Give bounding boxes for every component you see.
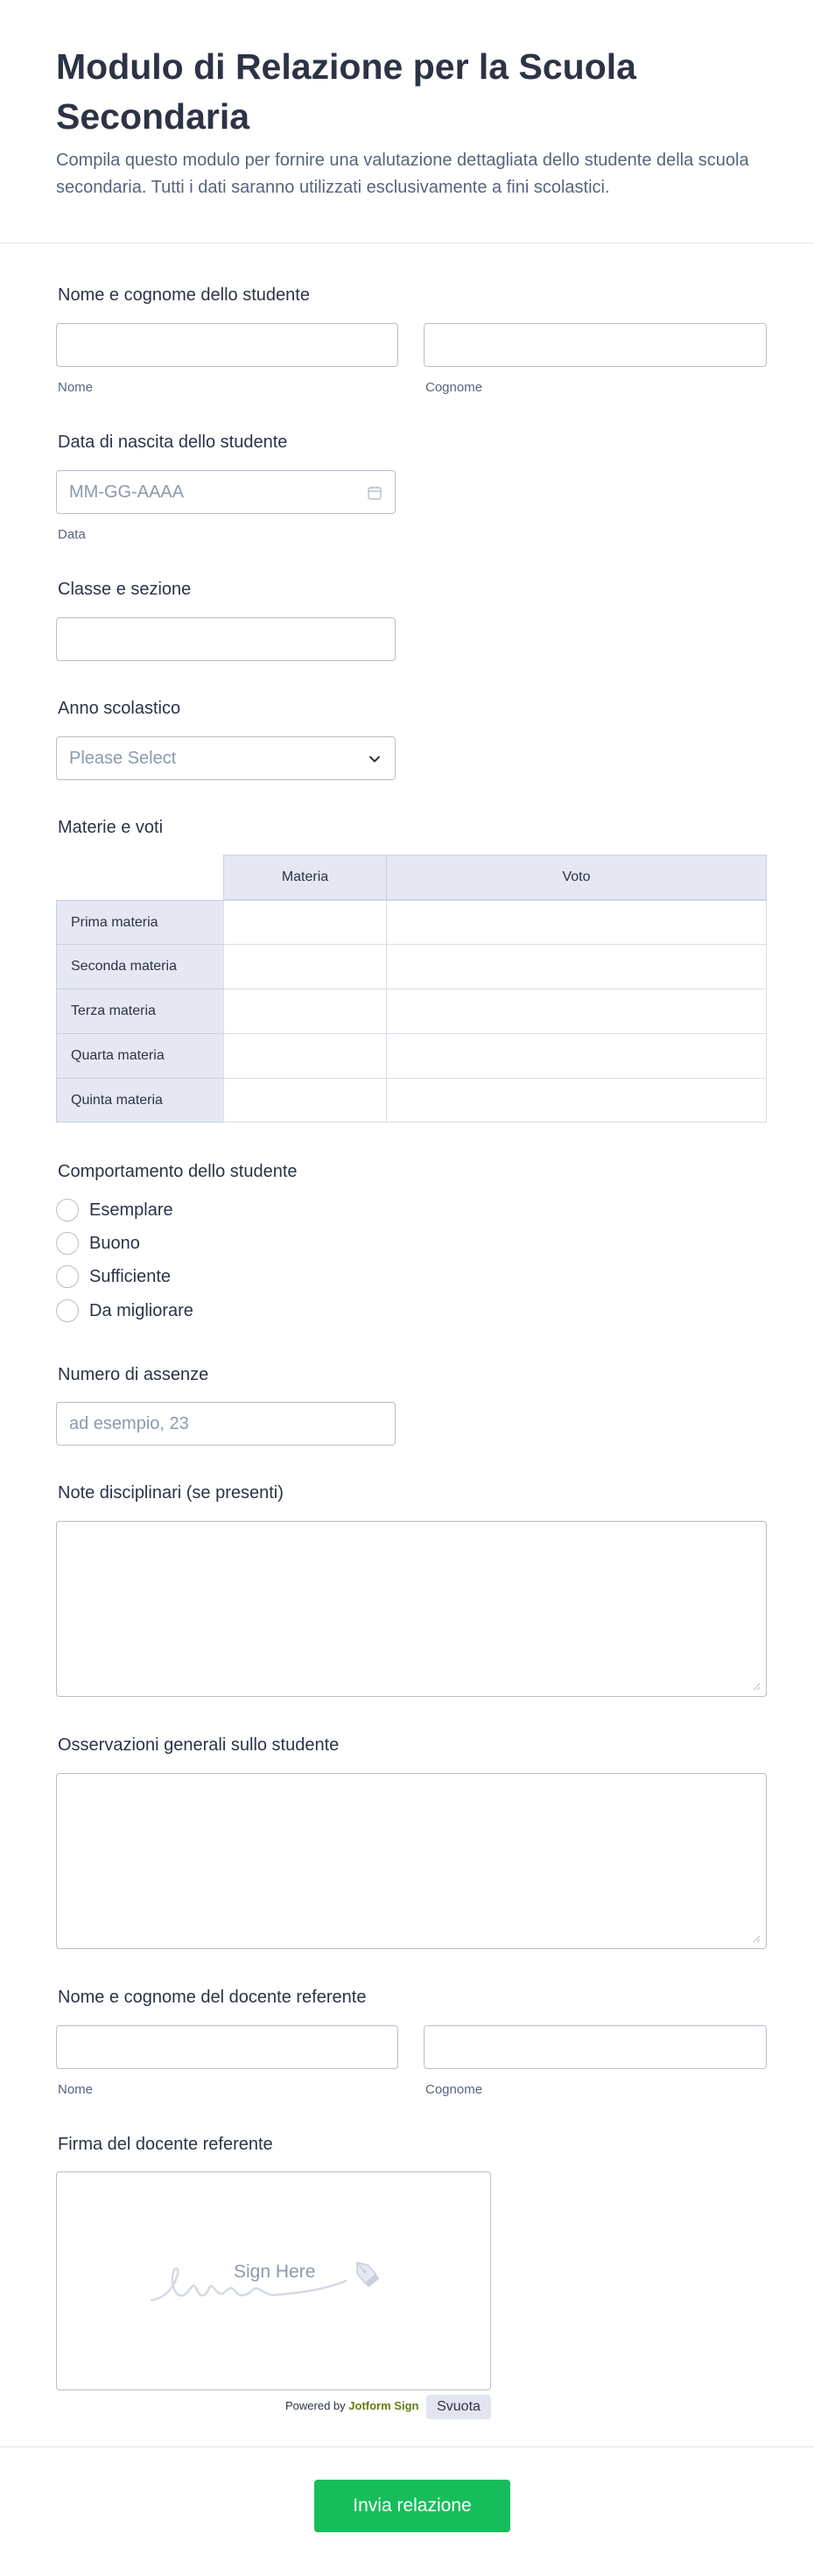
birth-date-placeholder: MM-GG-AAAA — [69, 482, 185, 502]
student-last-name-sublabel: Cognome — [425, 380, 483, 395]
sign-here-text: Sign Here — [234, 2262, 316, 2282]
birth-date-sublabel: Data — [58, 527, 86, 542]
teacher-name-label: Nome e cognome del docente referente — [58, 1988, 367, 2007]
radio-button[interactable] — [56, 1299, 79, 1322]
chevron-down-icon — [367, 751, 382, 767]
grid-cell[interactable] — [223, 900, 387, 945]
student-name-label: Nome e cognome dello studente — [58, 285, 310, 305]
class-section-label: Classe e sezione — [58, 580, 192, 599]
radio-label: Esemplare — [89, 1200, 173, 1220]
grid-cell[interactable] — [386, 900, 767, 945]
calendar-icon[interactable] — [367, 485, 382, 501]
row-header: Seconda materia — [56, 945, 224, 989]
birth-date-label: Data di nascita dello studente — [58, 433, 288, 452]
behavior-option[interactable] — [56, 1299, 193, 1322]
signature-pad[interactable] — [56, 2171, 491, 2390]
grid-cell[interactable] — [223, 989, 387, 1034]
behavior-option[interactable] — [56, 1265, 171, 1288]
teacher-first-name-input[interactable] — [56, 2025, 398, 2069]
grid-cell[interactable] — [223, 945, 387, 989]
student-last-name-input[interactable] — [424, 323, 767, 367]
grid-cell[interactable] — [223, 1034, 387, 1079]
jotform-sign-link[interactable]: Jotform Sign — [348, 2399, 419, 2412]
radio-label: Da migliorare — [89, 1300, 193, 1320]
grid-cell[interactable] — [386, 945, 767, 989]
birth-date-input[interactable] — [56, 470, 396, 514]
row-header: Terza materia — [56, 989, 224, 1034]
resize-handle-icon[interactable] — [752, 1682, 761, 1691]
observations-label: Osservazioni generali sullo studente — [58, 1735, 340, 1755]
behavior-label: Comportamento dello studente — [58, 1162, 298, 1181]
radio-label: Buono — [89, 1233, 140, 1253]
radio-button[interactable] — [56, 1199, 79, 1221]
school-year-select[interactable] — [56, 736, 396, 780]
column-header-materia: Materia — [223, 855, 387, 900]
student-first-name-sublabel: Nome — [58, 380, 94, 395]
row-header: Prima materia — [56, 900, 224, 945]
form-header — [0, 0, 814, 243]
observations-textarea[interactable] — [56, 1773, 767, 1949]
teacher-last-name-sublabel: Cognome — [425, 2082, 483, 2097]
footer-divider — [0, 2446, 814, 2447]
grid-cell[interactable] — [386, 1079, 767, 1123]
radio-button[interactable] — [56, 1232, 79, 1255]
class-section-input[interactable] — [56, 617, 396, 661]
resize-handle-icon[interactable] — [752, 1934, 761, 1943]
submit-button[interactable]: Invia relazione — [314, 2480, 510, 2532]
subjects-label: Materie e voti — [58, 818, 164, 837]
teacher-last-name-input[interactable] — [424, 2025, 767, 2069]
radio-button[interactable] — [56, 1265, 79, 1288]
powered-by — [285, 2399, 418, 2412]
column-header-voto: Voto — [386, 855, 767, 900]
disciplinary-textarea[interactable] — [56, 1521, 767, 1697]
signature-label: Firma del docente referente — [58, 2135, 273, 2154]
behavior-option[interactable] — [56, 1232, 140, 1255]
absences-input[interactable] — [56, 1402, 396, 1446]
absences-label: Numero di assenze — [58, 1365, 209, 1384]
disciplinary-label: Note disciplinari (se presenti) — [58, 1483, 284, 1503]
behavior-option[interactable] — [56, 1199, 173, 1221]
school-year-selected: Please Select — [69, 749, 177, 768]
grid-cell[interactable] — [223, 1079, 387, 1123]
teacher-first-name-sublabel: Nome — [58, 2082, 94, 2097]
form-subtitle: Compila questo modulo per fornire una valutazione dettagliata dello studente della scuola secondaria. Tutti i dati saranno utilizzati esclusivamente a fini scolastici. — [56, 151, 749, 197]
row-header: Quinta materia — [56, 1079, 224, 1123]
radio-label: Sufficiente — [89, 1266, 172, 1286]
form-title: Modulo di Relazione per la Scuola Secondaria — [56, 46, 636, 137]
clear-signature-button[interactable]: Svuota — [426, 2395, 491, 2419]
powered-by-prefix: Powered by — [285, 2399, 346, 2412]
grid-cell[interactable] — [386, 1034, 767, 1079]
row-header: Quarta materia — [56, 1034, 224, 1079]
grid-cell[interactable] — [386, 989, 767, 1034]
subjects-grid — [56, 855, 767, 1123]
school-year-label: Anno scolastico — [58, 699, 181, 718]
student-first-name-input[interactable] — [56, 323, 398, 367]
